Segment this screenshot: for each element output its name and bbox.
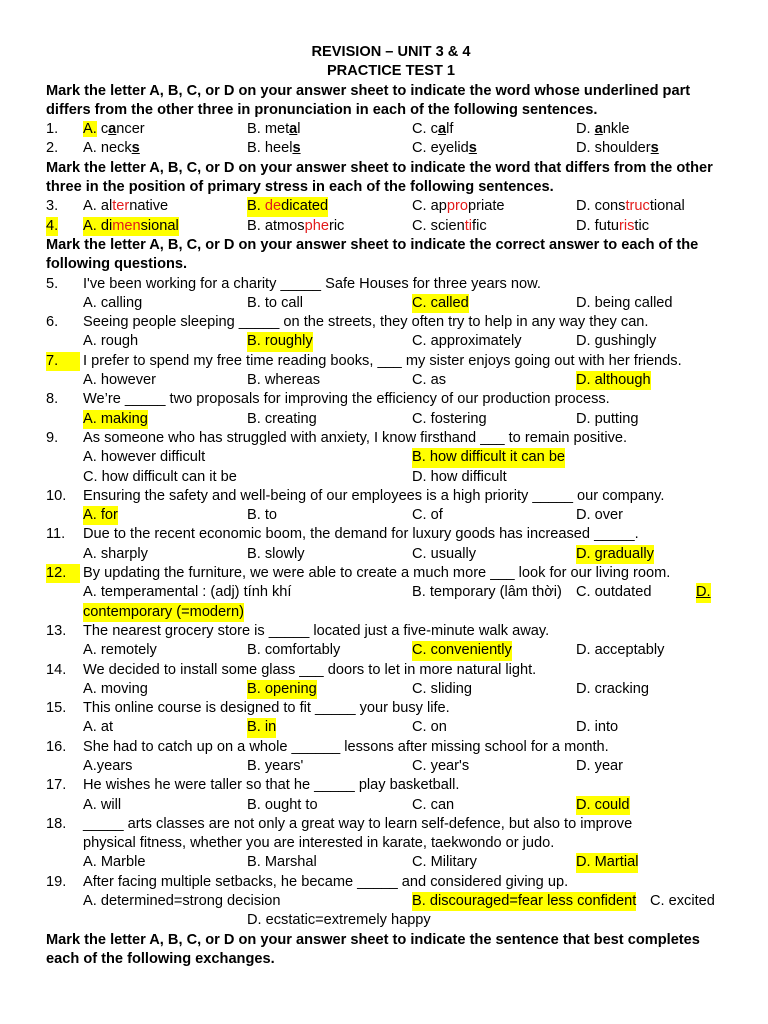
option-c[interactable]: C. fostering bbox=[412, 410, 487, 427]
question-7 bbox=[46, 352, 736, 371]
question-text: We decided to install some glass ___ doors to let in more natural light. bbox=[83, 661, 537, 678]
option-b[interactable]: B. dedicated bbox=[247, 197, 328, 216]
option-b[interactable]: B. metal bbox=[247, 121, 301, 138]
option-a[interactable]: A. cancer bbox=[83, 121, 145, 138]
option-d[interactable]: D. gradually bbox=[576, 545, 654, 564]
options-row bbox=[46, 680, 736, 699]
option-a[interactable]: A. calling bbox=[83, 294, 143, 311]
option-b[interactable]: B. temporary (lâm thời) bbox=[412, 584, 562, 601]
options-row bbox=[46, 410, 736, 429]
question-number: 8. bbox=[46, 391, 59, 408]
option-a[interactable]: A. alternative bbox=[83, 198, 169, 215]
option-a[interactable]: A. however difficult bbox=[83, 449, 206, 466]
question-text: As someone who has struggled with anxiety, I know firsthand ___ to remain positive. bbox=[83, 429, 628, 446]
option-a[interactable]: A. moving bbox=[83, 680, 148, 697]
options-row bbox=[46, 294, 736, 313]
option-a[interactable]: A. determined=strong decision bbox=[83, 893, 281, 910]
options-row bbox=[46, 332, 736, 351]
option-b[interactable]: B. in bbox=[247, 718, 276, 737]
option-a[interactable]: A. however bbox=[83, 372, 157, 389]
options-row bbox=[46, 371, 736, 390]
option-c[interactable]: C. how difficult can it be bbox=[83, 468, 237, 485]
title-practice-test: PRACTICE TEST 1 bbox=[326, 63, 456, 80]
question-text: I prefer to spend my free time reading books, ___ my sister enjoys going out with her friends. bbox=[83, 352, 682, 369]
instruction-exchanges: Mark the letter A, B, C, or D on your answer sheet to indicate the sentence that best completes each of the following exchanges. bbox=[46, 931, 700, 967]
option-a[interactable]: A. will bbox=[83, 796, 122, 813]
instruction-stress: Mark the letter A, B, C, or D on your answer sheet to indicate the word that differs from the other three in the position of primary stress in each of the following sentences. bbox=[46, 159, 713, 196]
options-row bbox=[46, 718, 736, 737]
option-c[interactable]: C. usually bbox=[412, 545, 477, 562]
question-10 bbox=[46, 487, 736, 506]
question-13 bbox=[46, 622, 736, 641]
options-row bbox=[46, 603, 736, 622]
option-a[interactable]: A. Marble bbox=[83, 854, 146, 871]
option-b[interactable]: B. Marshal bbox=[247, 854, 317, 871]
option-c[interactable]: C. on bbox=[412, 719, 447, 736]
option-b[interactable]: B. ought to bbox=[247, 796, 318, 813]
option-d[interactable]: D. acceptably bbox=[576, 642, 665, 659]
option-c[interactable]: C. excited bbox=[650, 893, 715, 910]
options-row bbox=[46, 448, 736, 467]
options-row bbox=[46, 641, 736, 660]
options-row bbox=[46, 796, 736, 815]
option-d[interactable]: contemporary (=modern) bbox=[83, 603, 244, 622]
options-row bbox=[46, 583, 736, 602]
option-a[interactable]: A. making bbox=[83, 410, 148, 429]
option-a[interactable]: A.years bbox=[83, 757, 133, 774]
question-number: 10. bbox=[46, 487, 67, 504]
option-a[interactable]: A. for bbox=[83, 506, 118, 525]
question-5 bbox=[46, 275, 736, 294]
option-d-letter[interactable]: D. bbox=[696, 583, 711, 602]
question-number: 17. bbox=[46, 777, 67, 794]
option-c[interactable]: C. eyelids bbox=[412, 140, 477, 157]
option-c[interactable]: C. Military bbox=[412, 854, 477, 871]
option-b[interactable]: B. opening bbox=[247, 680, 317, 699]
option-d[interactable]: D. ecstatic=extremely happy bbox=[247, 912, 431, 929]
option-d[interactable]: D. ankle bbox=[576, 121, 630, 138]
option-b[interactable]: B. to call bbox=[247, 294, 303, 311]
option-b[interactable]: B. whereas bbox=[247, 372, 321, 389]
question-number: 1. bbox=[46, 121, 59, 138]
option-b[interactable]: B. slowly bbox=[247, 545, 305, 562]
question-text: We’re _____ two proposals for improving the efficiency of our production process. bbox=[83, 391, 610, 408]
question-number: 2. bbox=[46, 140, 59, 157]
option-a[interactable]: A. rough bbox=[83, 333, 139, 350]
question-text: This online course is designed to fit _____ your busy life. bbox=[83, 700, 450, 717]
question-number: 16. bbox=[46, 738, 67, 755]
option-a[interactable]: A. sharply bbox=[83, 545, 148, 562]
option-c[interactable]: C. as bbox=[412, 372, 447, 389]
question-18 bbox=[46, 815, 736, 834]
question-15 bbox=[46, 699, 736, 718]
option-a[interactable]: A. temperamental : (adj) tính khí bbox=[83, 584, 292, 601]
option-b[interactable]: B. how difficult it can be bbox=[412, 448, 565, 467]
question-text: _____ arts classes are not only a great way to learn self-defence, but also to improve bbox=[83, 815, 633, 832]
option-c[interactable]: C. sliding bbox=[412, 680, 473, 697]
option-c[interactable]: C. year's bbox=[412, 757, 470, 774]
question-6 bbox=[46, 313, 736, 332]
question-4 bbox=[46, 217, 736, 236]
option-b[interactable]: B. to bbox=[247, 507, 278, 524]
question-number: 12. bbox=[46, 564, 80, 583]
options-row bbox=[46, 911, 736, 930]
option-b[interactable]: B. creating bbox=[247, 410, 317, 427]
option-c[interactable]: C. of bbox=[412, 507, 443, 524]
question-number: 13. bbox=[46, 622, 67, 639]
question-text-continued bbox=[46, 834, 736, 853]
question-text-line-2: physical fitness, whether you are interested in karate, taekwondo or judo. bbox=[83, 835, 555, 852]
question-16 bbox=[46, 738, 736, 757]
option-c[interactable]: C. called bbox=[412, 294, 469, 313]
option-c[interactable]: C. calf bbox=[412, 121, 454, 138]
question-text: By updating the furniture, we were able to create a much more ___ look for our living room. bbox=[83, 565, 671, 582]
option-d[interactable]: D. over bbox=[576, 507, 624, 524]
option-d[interactable]: D. into bbox=[576, 719, 619, 736]
question-number: 15. bbox=[46, 700, 67, 717]
instruction-correct-answer: Mark the letter A, B, C, or D on your answer sheet to indicate the correct answer to each of the following questions. bbox=[46, 236, 699, 273]
option-a[interactable]: A. remotely bbox=[83, 642, 157, 659]
option-a[interactable]: A. dimensional bbox=[83, 217, 179, 236]
question-8 bbox=[46, 390, 736, 409]
option-c[interactable]: C. outdated bbox=[576, 584, 652, 601]
option-d[interactable]: D. cracking bbox=[576, 680, 649, 697]
option-d[interactable]: D. shoulders bbox=[576, 140, 659, 157]
question-19 bbox=[46, 873, 736, 892]
options-row bbox=[46, 853, 736, 872]
option-d[interactable]: D. although bbox=[576, 371, 651, 390]
question-14 bbox=[46, 661, 736, 680]
option-b[interactable]: B. heels bbox=[247, 140, 301, 157]
option-b[interactable]: B. discouraged=fear less confident bbox=[412, 892, 636, 911]
question-text: After facing multiple setbacks, he became _____ and considered giving up. bbox=[83, 873, 569, 890]
worksheet-page bbox=[46, 43, 736, 969]
question-number: 9. bbox=[46, 429, 59, 446]
options-row bbox=[46, 468, 736, 487]
instruction-pronunciation: Mark the letter A, B, C, or D on your answer sheet to indicate the word whose underlined part differs from the other three in pronunciation in each of the following sentences. bbox=[46, 82, 691, 118]
option-d[interactable]: D. gushingly bbox=[576, 333, 657, 350]
question-12 bbox=[46, 564, 736, 583]
option-d[interactable]: D. year bbox=[576, 757, 624, 774]
question-9 bbox=[46, 429, 736, 448]
question-1 bbox=[46, 120, 736, 139]
question-2 bbox=[46, 139, 736, 158]
option-d[interactable]: D. could bbox=[576, 796, 630, 815]
option-a[interactable]: A. necks bbox=[83, 140, 140, 157]
question-3 bbox=[46, 197, 736, 216]
title-revision: REVISION – UNIT 3 & 4 bbox=[311, 44, 471, 60]
question-number: 14. bbox=[46, 661, 67, 678]
question-number: 4. bbox=[46, 217, 58, 236]
option-c[interactable]: C. conveniently bbox=[412, 641, 512, 660]
question-text: Ensuring the safety and well-being of our employees is a high priority _____ our company. bbox=[83, 487, 665, 504]
options-row bbox=[46, 545, 736, 564]
option-b[interactable]: B. atmospheric bbox=[247, 217, 345, 234]
options-row bbox=[46, 892, 736, 911]
option-d[interactable]: D. futuristic bbox=[576, 217, 649, 234]
question-number: 19. bbox=[46, 873, 67, 890]
question-number: 6. bbox=[46, 314, 59, 331]
option-b[interactable]: B. comfortably bbox=[247, 642, 341, 659]
question-text: The nearest grocery store is _____ located just a five-minute walk away. bbox=[83, 622, 550, 639]
option-d[interactable]: D. being called bbox=[576, 294, 673, 311]
option-b[interactable]: B. roughly bbox=[247, 332, 313, 351]
options-row bbox=[46, 757, 736, 776]
question-text: Seeing people sleeping _____ on the streets, they often try to help in any way they can. bbox=[83, 314, 649, 331]
options-row bbox=[46, 506, 736, 525]
question-text: He wishes he were taller so that he _____ play basketball. bbox=[83, 777, 460, 794]
option-a[interactable]: A. at bbox=[83, 719, 114, 736]
option-d[interactable]: D. how difficult bbox=[412, 468, 507, 485]
question-11 bbox=[46, 525, 736, 544]
option-c[interactable]: C. appropriate bbox=[412, 198, 505, 215]
option-c[interactable]: C. can bbox=[412, 796, 455, 813]
question-17 bbox=[46, 776, 736, 795]
option-d[interactable]: D. Martial bbox=[576, 853, 638, 872]
question-number: 7. bbox=[46, 352, 80, 371]
option-b[interactable]: B. years' bbox=[247, 757, 304, 774]
question-text: I've been working for a charity _____ Safe Houses for three years now. bbox=[83, 275, 541, 292]
option-c[interactable]: C. approximately bbox=[412, 333, 522, 350]
question-number: 3. bbox=[46, 198, 59, 215]
question-number: 11. bbox=[46, 526, 66, 543]
question-number: 5. bbox=[46, 275, 59, 292]
option-d[interactable]: D. putting bbox=[576, 410, 639, 427]
option-d[interactable]: D. constructional bbox=[576, 198, 685, 215]
question-text: She had to catch up on a whole ______ lessons after missing school for a month. bbox=[83, 738, 609, 755]
option-c[interactable]: C. scientific bbox=[412, 217, 487, 234]
question-text: Due to the recent economic boom, the demand for luxury goods has increased _____. bbox=[83, 526, 639, 543]
question-number: 18. bbox=[46, 815, 67, 832]
